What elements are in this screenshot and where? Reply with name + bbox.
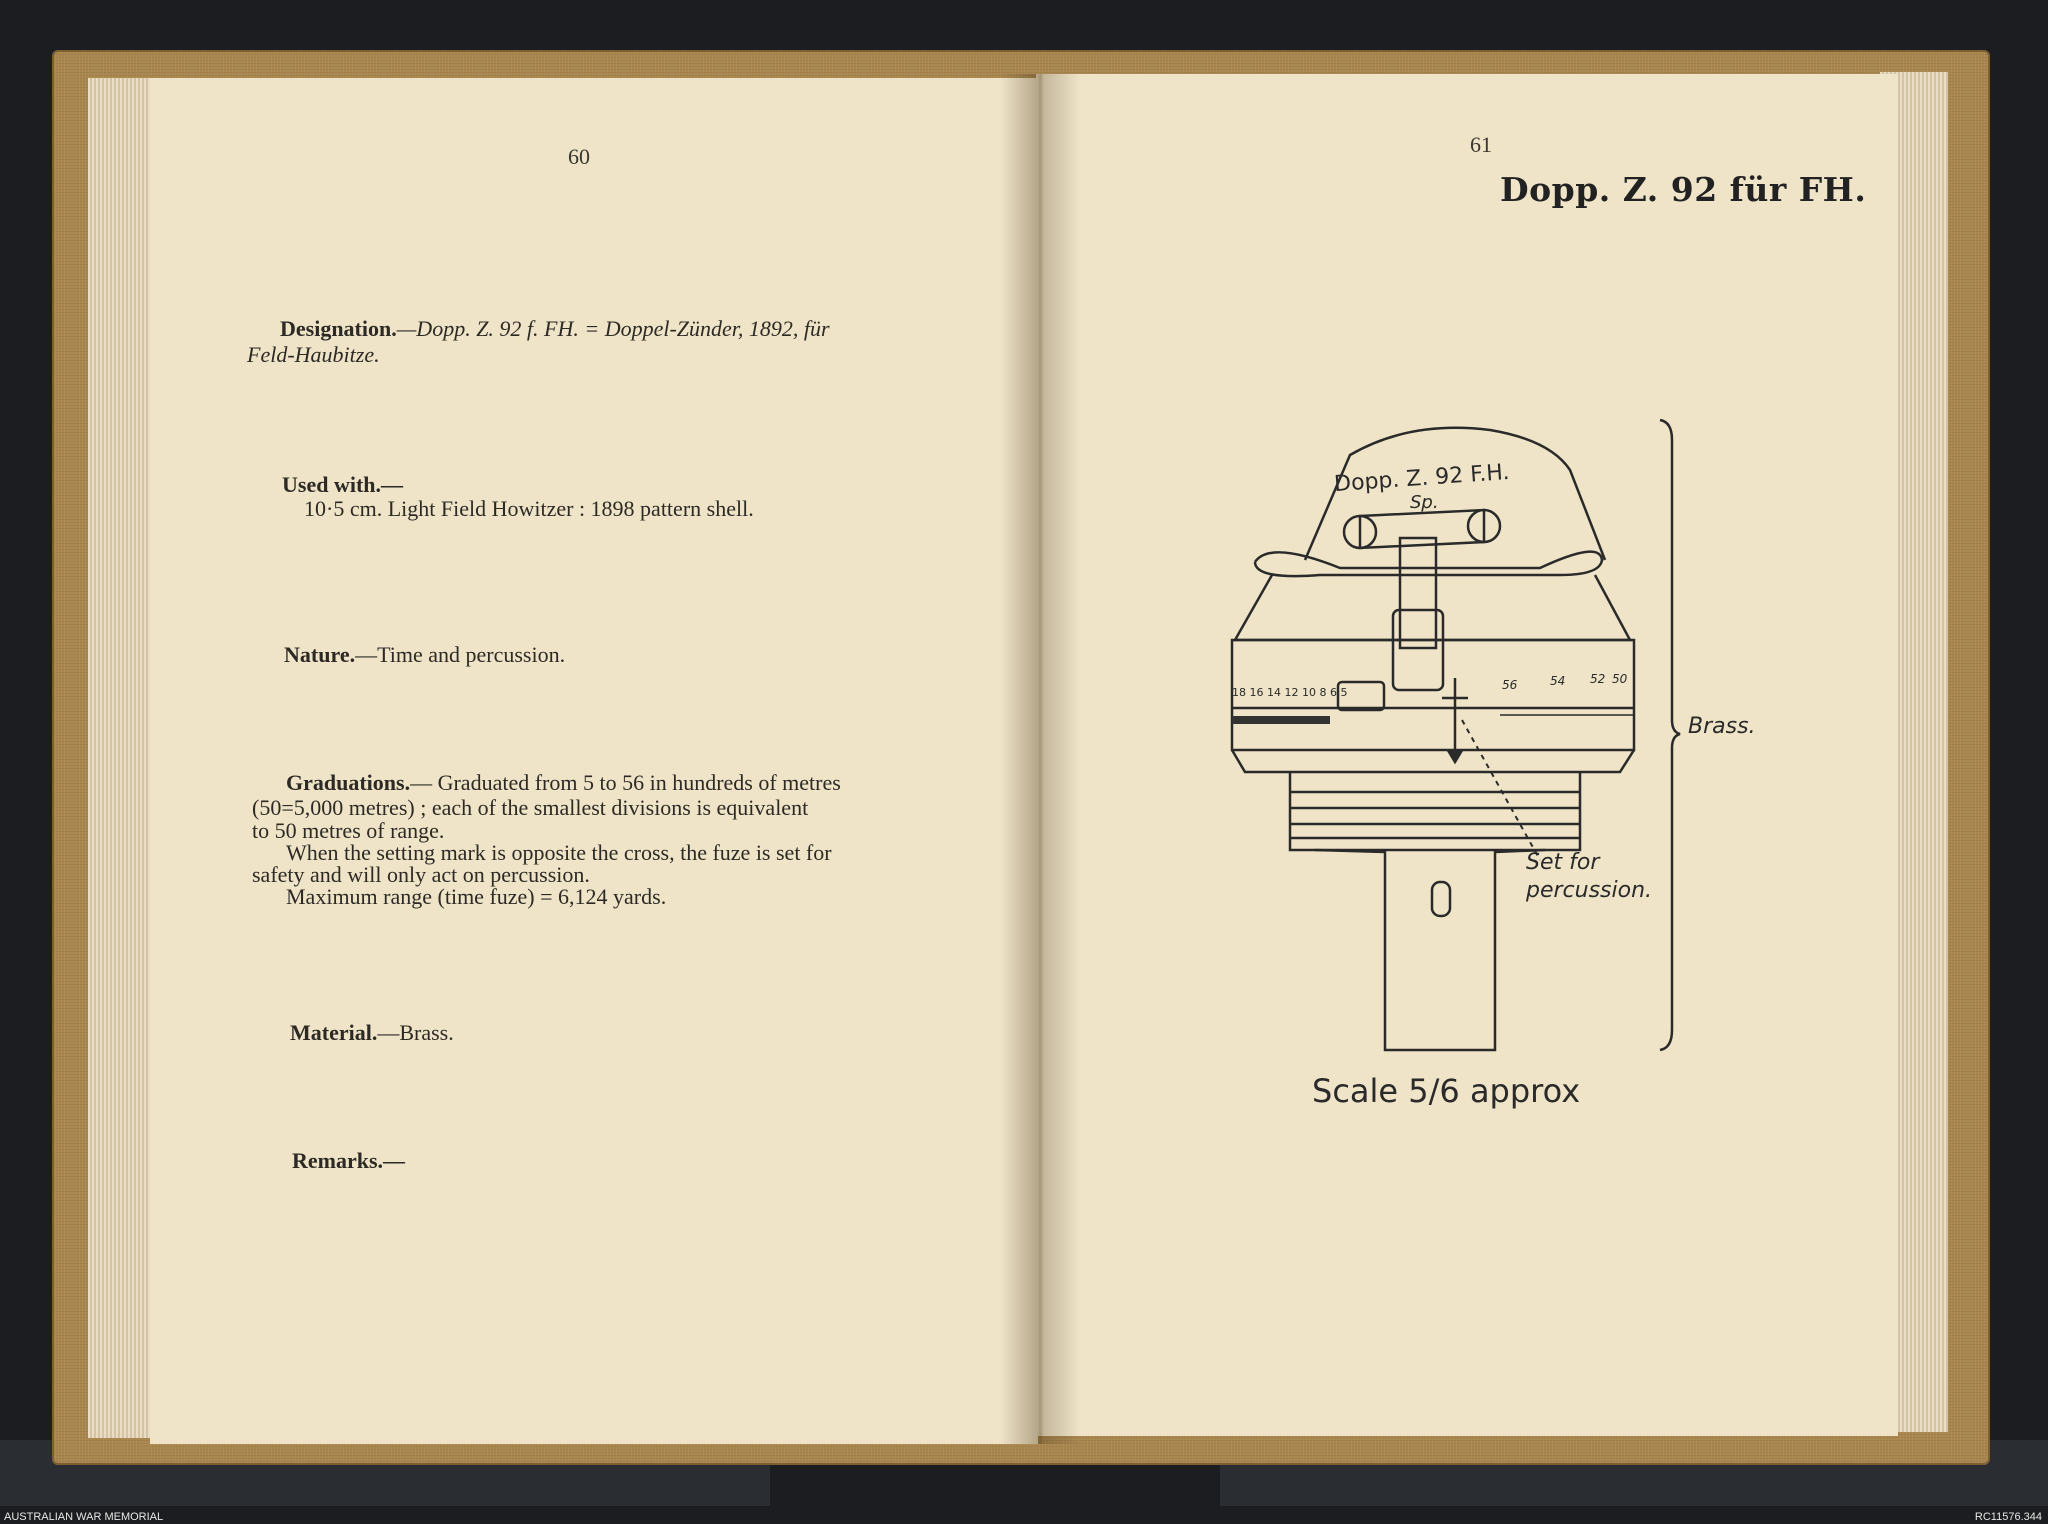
nature-body: —Time and percussion. bbox=[355, 642, 566, 667]
fuze-marking-line-2: Sp. bbox=[1410, 492, 1439, 513]
material-line bbox=[290, 1022, 454, 1044]
left-page bbox=[150, 78, 1038, 1444]
graduations-line-2: (50=5,000 metres) ; each of the smallest divisions is equivalent bbox=[252, 795, 809, 820]
graduations-line-6: Maximum range (time fuze) = 6,124 yards. bbox=[286, 884, 667, 909]
footer-right: RC11576.344 bbox=[1974, 1511, 2042, 1523]
material-body: —Brass. bbox=[377, 1020, 454, 1045]
nature-line bbox=[284, 644, 565, 666]
used-with-heading: Used with.— bbox=[282, 472, 404, 497]
designation-heading: Designation. bbox=[280, 316, 397, 341]
scale-label-54: 54 bbox=[1550, 674, 1566, 688]
page-number-left: 60 bbox=[568, 144, 590, 169]
brass-bracket bbox=[1660, 420, 1680, 1050]
remarks-heading: Remarks.— bbox=[292, 1148, 406, 1173]
footer-left: AUSTRALIAN WAR MEMORIAL bbox=[4, 1511, 164, 1523]
graduations-line-5: safety and will only act on percussion. bbox=[252, 862, 590, 887]
brass-label: Brass. bbox=[1688, 714, 1756, 739]
fuze-upper-body bbox=[1235, 575, 1630, 640]
material-heading: Material. bbox=[290, 1020, 378, 1045]
fuze-drawing bbox=[1210, 400, 1770, 1160]
percussion-annotation-line-1: Set for bbox=[1526, 850, 1600, 875]
percussion-annotation-line-2: percussion. bbox=[1526, 878, 1653, 903]
nature-heading: Nature. bbox=[284, 642, 356, 667]
figure-caption: Scale 5/6 approx bbox=[1312, 1072, 1581, 1110]
graduations-heading: Graduations. bbox=[286, 770, 411, 795]
graduations-line-1 bbox=[286, 772, 841, 794]
graduations-line-4: When the setting mark is opposite the cross, the fuze is set for bbox=[286, 840, 832, 865]
page-title: Dopp. Z. 92 für FH. bbox=[1500, 170, 1867, 209]
page-number-right: 61 bbox=[1470, 132, 1492, 157]
designation-body: —Dopp. Z. 92 f. FH. = Doppel-Zünder, 1892, für bbox=[396, 316, 830, 341]
scale-label-52: 52 bbox=[1590, 672, 1606, 686]
graduations-line-3: to 50 metres of range. bbox=[252, 818, 445, 843]
scale-label-left: 18 16 14 12 10 8 6 5 bbox=[1232, 686, 1348, 699]
scale-label-56: 56 bbox=[1502, 678, 1518, 692]
used-with-body: 10·5 cm. Light Field Howitzer : 1898 pattern shell. bbox=[304, 496, 754, 521]
fuze-shank bbox=[1315, 850, 1545, 1050]
scale-label-50: 50 bbox=[1612, 672, 1628, 686]
designation-line bbox=[280, 318, 830, 340]
designation-body-cont: Feld-Haubitze. bbox=[247, 342, 380, 367]
graduations-body-1: — Graduated from 5 to 56 in hundreds of metres bbox=[410, 770, 841, 795]
fuze-marking-line-1: Dopp. Z. 92 F.H. bbox=[1333, 459, 1511, 498]
